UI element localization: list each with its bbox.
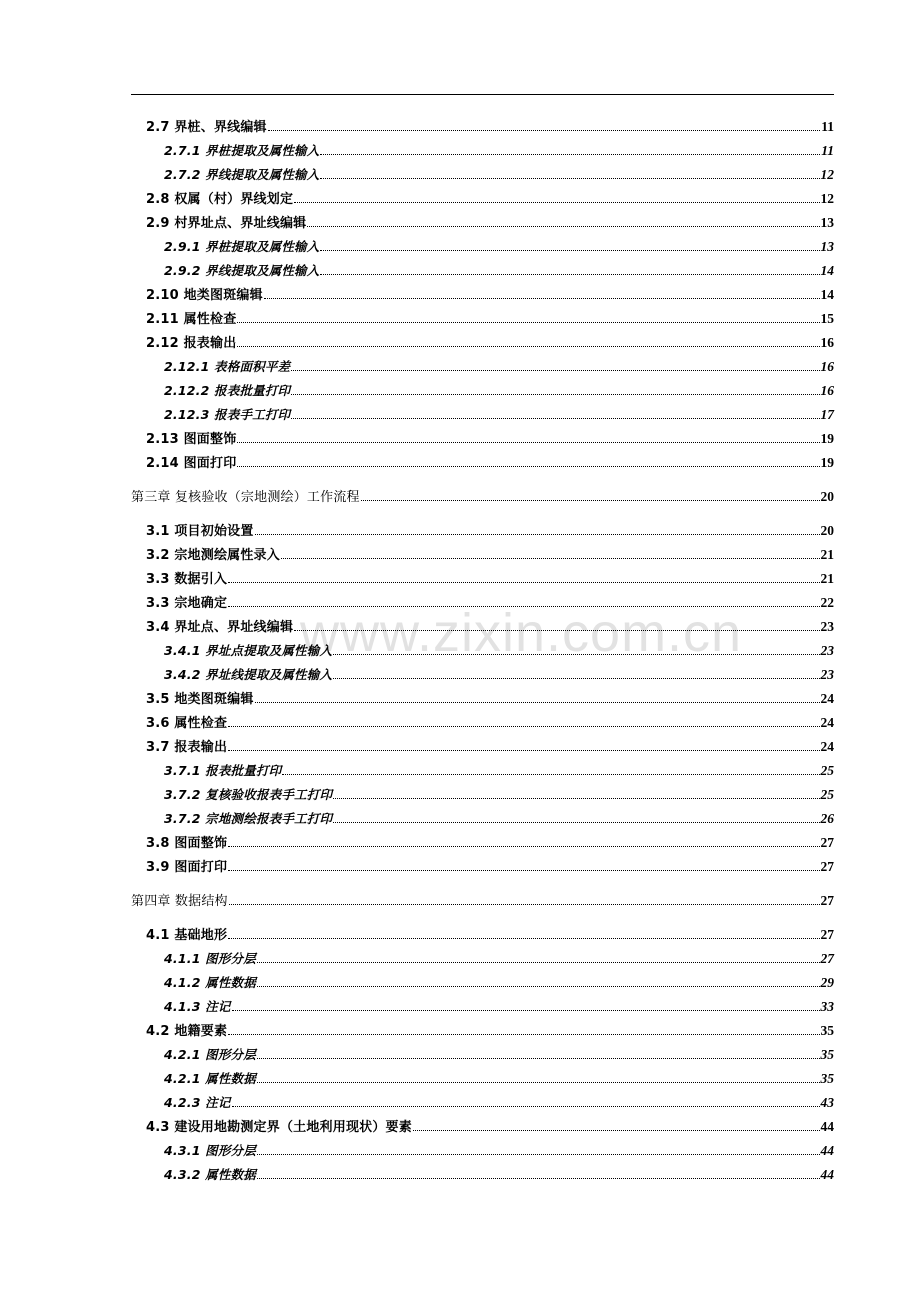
dot-leader <box>228 582 819 583</box>
toc-entry[interactable] <box>164 1043 834 1063</box>
dot-leader <box>229 904 820 905</box>
dot-leader <box>257 1154 820 1155</box>
toc-entry[interactable] <box>146 591 834 611</box>
dot-leader <box>237 346 819 347</box>
toc-entry-title: 3.5 地类图斑编辑 <box>146 692 254 707</box>
toc-entry-title: 4.3.1 图形分层 <box>164 1143 256 1158</box>
toc-entry-title: 第三章 复核验收（宗地测绘）工作流程 <box>131 490 360 505</box>
toc-entry-page: 21 <box>820 547 834 562</box>
toc-entry-page: 12 <box>820 167 834 182</box>
toc-entry-page: 23 <box>820 667 834 682</box>
toc-entry[interactable] <box>146 615 834 635</box>
toc-entry-page: 15 <box>820 311 834 326</box>
toc-entry-page: 44 <box>820 1143 834 1158</box>
toc-entry-title: 2.11 属性检查 <box>146 312 237 327</box>
toc-entry-page: 22 <box>820 595 834 610</box>
toc-entry[interactable] <box>146 187 834 207</box>
toc-entry-title: 3.7 报表输出 <box>146 740 228 755</box>
toc-entry[interactable] <box>164 139 834 159</box>
toc-entry-title: 4.2.1 图形分层 <box>164 1047 256 1062</box>
dot-leader <box>255 534 820 535</box>
toc-entry-title: 2.12.2 报表批量打印 <box>164 383 291 398</box>
toc-entry-title: 3.7.2 复核验收报表手工打印 <box>164 787 333 802</box>
dot-leader <box>257 1178 820 1179</box>
toc-entry-title: 4.1.3 注记 <box>164 999 231 1014</box>
dot-leader <box>307 226 819 227</box>
toc-entry-title: 2.7 界桩、界线编辑 <box>146 120 267 135</box>
dot-leader <box>264 298 820 299</box>
dot-leader <box>294 630 819 631</box>
toc-entry[interactable] <box>164 995 834 1015</box>
toc-entry-title: 3.2 宗地测绘属性录入 <box>146 548 280 563</box>
toc-entry[interactable] <box>146 307 834 327</box>
dot-leader <box>228 870 819 871</box>
toc-entry[interactable] <box>146 1115 834 1135</box>
toc-entry-title: 2.9.2 界线提取及属性输入 <box>164 263 320 278</box>
toc-entry[interactable] <box>146 211 834 231</box>
toc-entry-page: 20 <box>820 489 834 504</box>
dot-leader <box>333 654 819 655</box>
toc-entry-page: 12 <box>820 191 834 206</box>
toc-entry-page: 27 <box>820 835 834 850</box>
dot-leader <box>228 846 819 847</box>
toc-entry-page: 11 <box>821 119 834 134</box>
toc-entry-page: 14 <box>820 287 834 302</box>
toc-entry-page: 27 <box>820 859 834 874</box>
dot-leader <box>257 986 820 987</box>
toc-entry-page: 21 <box>820 571 834 586</box>
toc-entry-title: 4.3 建设用地勘测定界（土地利用现状）要素 <box>146 1120 412 1135</box>
toc-entry-title: 3.6 属性检查 <box>146 716 228 731</box>
toc-entry-title: 4.1 基础地形 <box>146 928 228 943</box>
toc-entry-page: 16 <box>820 359 834 374</box>
dot-leader <box>320 154 820 155</box>
toc-entry[interactable] <box>164 379 834 399</box>
toc-entry-page: 13 <box>820 215 834 230</box>
toc-entry-page: 35 <box>820 1071 834 1086</box>
toc-entry-title: 4.3.2 属性数据 <box>164 1167 256 1182</box>
toc-entry-title: 2.7.1 界桩提取及属性输入 <box>164 143 320 158</box>
dot-leader <box>232 1010 820 1011</box>
toc-entry-page: 35 <box>820 1047 834 1062</box>
dot-leader <box>237 442 819 443</box>
dot-leader <box>228 726 819 727</box>
toc-entry-page: 24 <box>820 739 834 754</box>
toc-entry[interactable] <box>164 1067 834 1087</box>
toc-entry-page: 23 <box>820 643 834 658</box>
toc-entry[interactable] <box>146 923 834 943</box>
dot-leader <box>237 466 819 467</box>
toc-entry[interactable] <box>164 663 834 683</box>
toc-entry[interactable] <box>164 971 834 991</box>
dot-leader <box>228 750 819 751</box>
dot-leader <box>281 558 820 559</box>
toc-entry[interactable] <box>164 259 834 279</box>
toc-entry-page: 20 <box>820 523 834 538</box>
dot-leader <box>282 774 819 775</box>
toc-entry[interactable] <box>146 519 834 539</box>
toc-entry[interactable] <box>146 115 834 135</box>
toc-entry-title: 3.4.2 界址线提取及属性输入 <box>164 667 333 682</box>
toc-entry[interactable] <box>146 687 834 707</box>
toc-entry-page: 16 <box>820 335 834 350</box>
toc-chapter-entry[interactable] <box>131 889 834 909</box>
toc-entry-page: 25 <box>820 763 834 778</box>
toc-entry-title: 2.13 图面整饰 <box>146 432 237 447</box>
toc-entry-title: 4.2.3 注记 <box>164 1095 231 1110</box>
toc-entry-title: 3.1 项目初始设置 <box>146 524 254 539</box>
dot-leader <box>320 250 819 251</box>
dot-leader <box>294 202 819 203</box>
toc-entry-title: 3.9 图面打印 <box>146 860 228 875</box>
toc-entry-page: 17 <box>820 407 834 422</box>
toc-entry[interactable] <box>146 543 834 563</box>
toc-entry-title: 3.4.1 界址点提取及属性输入 <box>164 643 333 658</box>
toc-entry-title: 3.4 界址点、界址线编辑 <box>146 620 294 635</box>
toc-entry-page: 26 <box>820 811 834 826</box>
dot-leader <box>237 322 819 323</box>
toc-entry-page: 24 <box>820 691 834 706</box>
dot-leader <box>228 938 819 939</box>
toc-entry-page: 11 <box>821 143 834 158</box>
dot-leader <box>291 370 819 371</box>
dot-leader <box>333 822 819 823</box>
toc-entry[interactable] <box>164 947 834 967</box>
toc-entry-page: 24 <box>820 715 834 730</box>
toc-entry[interactable] <box>164 235 834 255</box>
dot-leader <box>257 1082 820 1083</box>
toc-entry-page: 33 <box>820 999 834 1014</box>
toc-entry[interactable] <box>146 427 834 447</box>
toc-entry-title: 第四章 数据结构 <box>131 894 228 909</box>
toc-entry[interactable] <box>146 567 834 587</box>
toc-entry-page: 43 <box>820 1095 834 1110</box>
toc-entry[interactable] <box>164 163 834 183</box>
toc-entry-page: 27 <box>820 951 834 966</box>
toc-entry-page: 19 <box>820 455 834 470</box>
toc-entry-title: 2.12.1 表格面积平差 <box>164 359 291 374</box>
toc-entry-title: 4.2 地籍要素 <box>146 1024 228 1039</box>
toc-chapter-entry[interactable] <box>131 485 834 505</box>
toc-entry[interactable] <box>146 283 834 303</box>
dot-leader <box>255 702 820 703</box>
toc-entry-title: 2.8 权属（村）界线划定 <box>146 192 294 207</box>
toc-entry[interactable] <box>146 331 834 351</box>
toc-entry-page: 29 <box>820 975 834 990</box>
toc-entry-title: 4.1.2 属性数据 <box>164 975 256 990</box>
dot-leader <box>320 274 819 275</box>
toc-entry-title: 3.7.1 报表批量打印 <box>164 763 282 778</box>
dot-leader <box>333 678 819 679</box>
toc-entry[interactable] <box>164 1163 834 1183</box>
toc-entry-page: 44 <box>820 1119 834 1134</box>
toc-entry-title: 2.9.1 界桩提取及属性输入 <box>164 239 320 254</box>
toc-entry[interactable] <box>164 1091 834 1111</box>
dot-leader <box>413 1130 820 1131</box>
dot-leader <box>232 1106 820 1107</box>
toc-entry-page: 35 <box>820 1023 834 1038</box>
toc-entry-page: 44 <box>820 1167 834 1182</box>
toc-entry[interactable] <box>146 735 834 755</box>
dot-leader <box>228 1034 819 1035</box>
toc-entry-title: 2.12.3 报表手工打印 <box>164 407 291 422</box>
toc-entry-page: 19 <box>820 431 834 446</box>
toc-entry-title: 4.2.1 属性数据 <box>164 1071 256 1086</box>
toc-entry-page: 16 <box>820 383 834 398</box>
dot-leader <box>257 1058 820 1059</box>
toc-entry[interactable] <box>164 1139 834 1159</box>
dot-leader <box>291 394 819 395</box>
dot-leader <box>257 962 820 963</box>
toc-entry-title: 2.9 村界址点、界址线编辑 <box>146 216 307 231</box>
toc-entry-title: 4.1.1 图形分层 <box>164 951 256 966</box>
toc-entry-title: 2.7.2 界线提取及属性输入 <box>164 167 320 182</box>
dot-leader <box>333 798 819 799</box>
dot-leader <box>361 500 820 501</box>
toc-entry[interactable] <box>164 783 834 803</box>
toc-entry-page: 23 <box>820 619 834 634</box>
toc-entry[interactable] <box>146 1019 834 1039</box>
toc-entry[interactable] <box>164 759 834 779</box>
toc-entry-page: 14 <box>820 263 834 278</box>
toc-entry[interactable] <box>146 855 834 875</box>
toc-entry-title: 3.3 宗地确定 <box>146 596 228 611</box>
toc-entry[interactable] <box>146 451 834 471</box>
toc-entry-title: 2.14 图面打印 <box>146 456 237 471</box>
watermark: www.zixin.com.cn <box>300 603 743 663</box>
dot-leader <box>291 418 819 419</box>
toc-entry-page: 27 <box>820 893 834 908</box>
toc-entry-title: 3.3 数据引入 <box>146 572 228 587</box>
toc-entry[interactable] <box>164 807 834 827</box>
toc-entry-title: 2.10 地类图斑编辑 <box>146 288 263 303</box>
toc-entry-title: 3.7.2 宗地测绘报表手工打印 <box>164 811 333 826</box>
toc-entry[interactable] <box>164 403 834 423</box>
toc-entry[interactable] <box>146 711 834 731</box>
dot-leader <box>320 178 819 179</box>
toc-entry[interactable] <box>164 355 834 375</box>
dot-leader <box>228 606 819 607</box>
toc-entry[interactable] <box>146 831 834 851</box>
toc-entry-page: 13 <box>820 239 834 254</box>
toc-entry[interactable] <box>164 639 834 659</box>
toc-entry-page: 25 <box>820 787 834 802</box>
toc-entry-title: 3.8 图面整饰 <box>146 836 228 851</box>
toc-entry-page: 27 <box>820 927 834 942</box>
dot-leader <box>268 130 820 131</box>
toc-entry-title: 2.12 报表输出 <box>146 336 237 351</box>
